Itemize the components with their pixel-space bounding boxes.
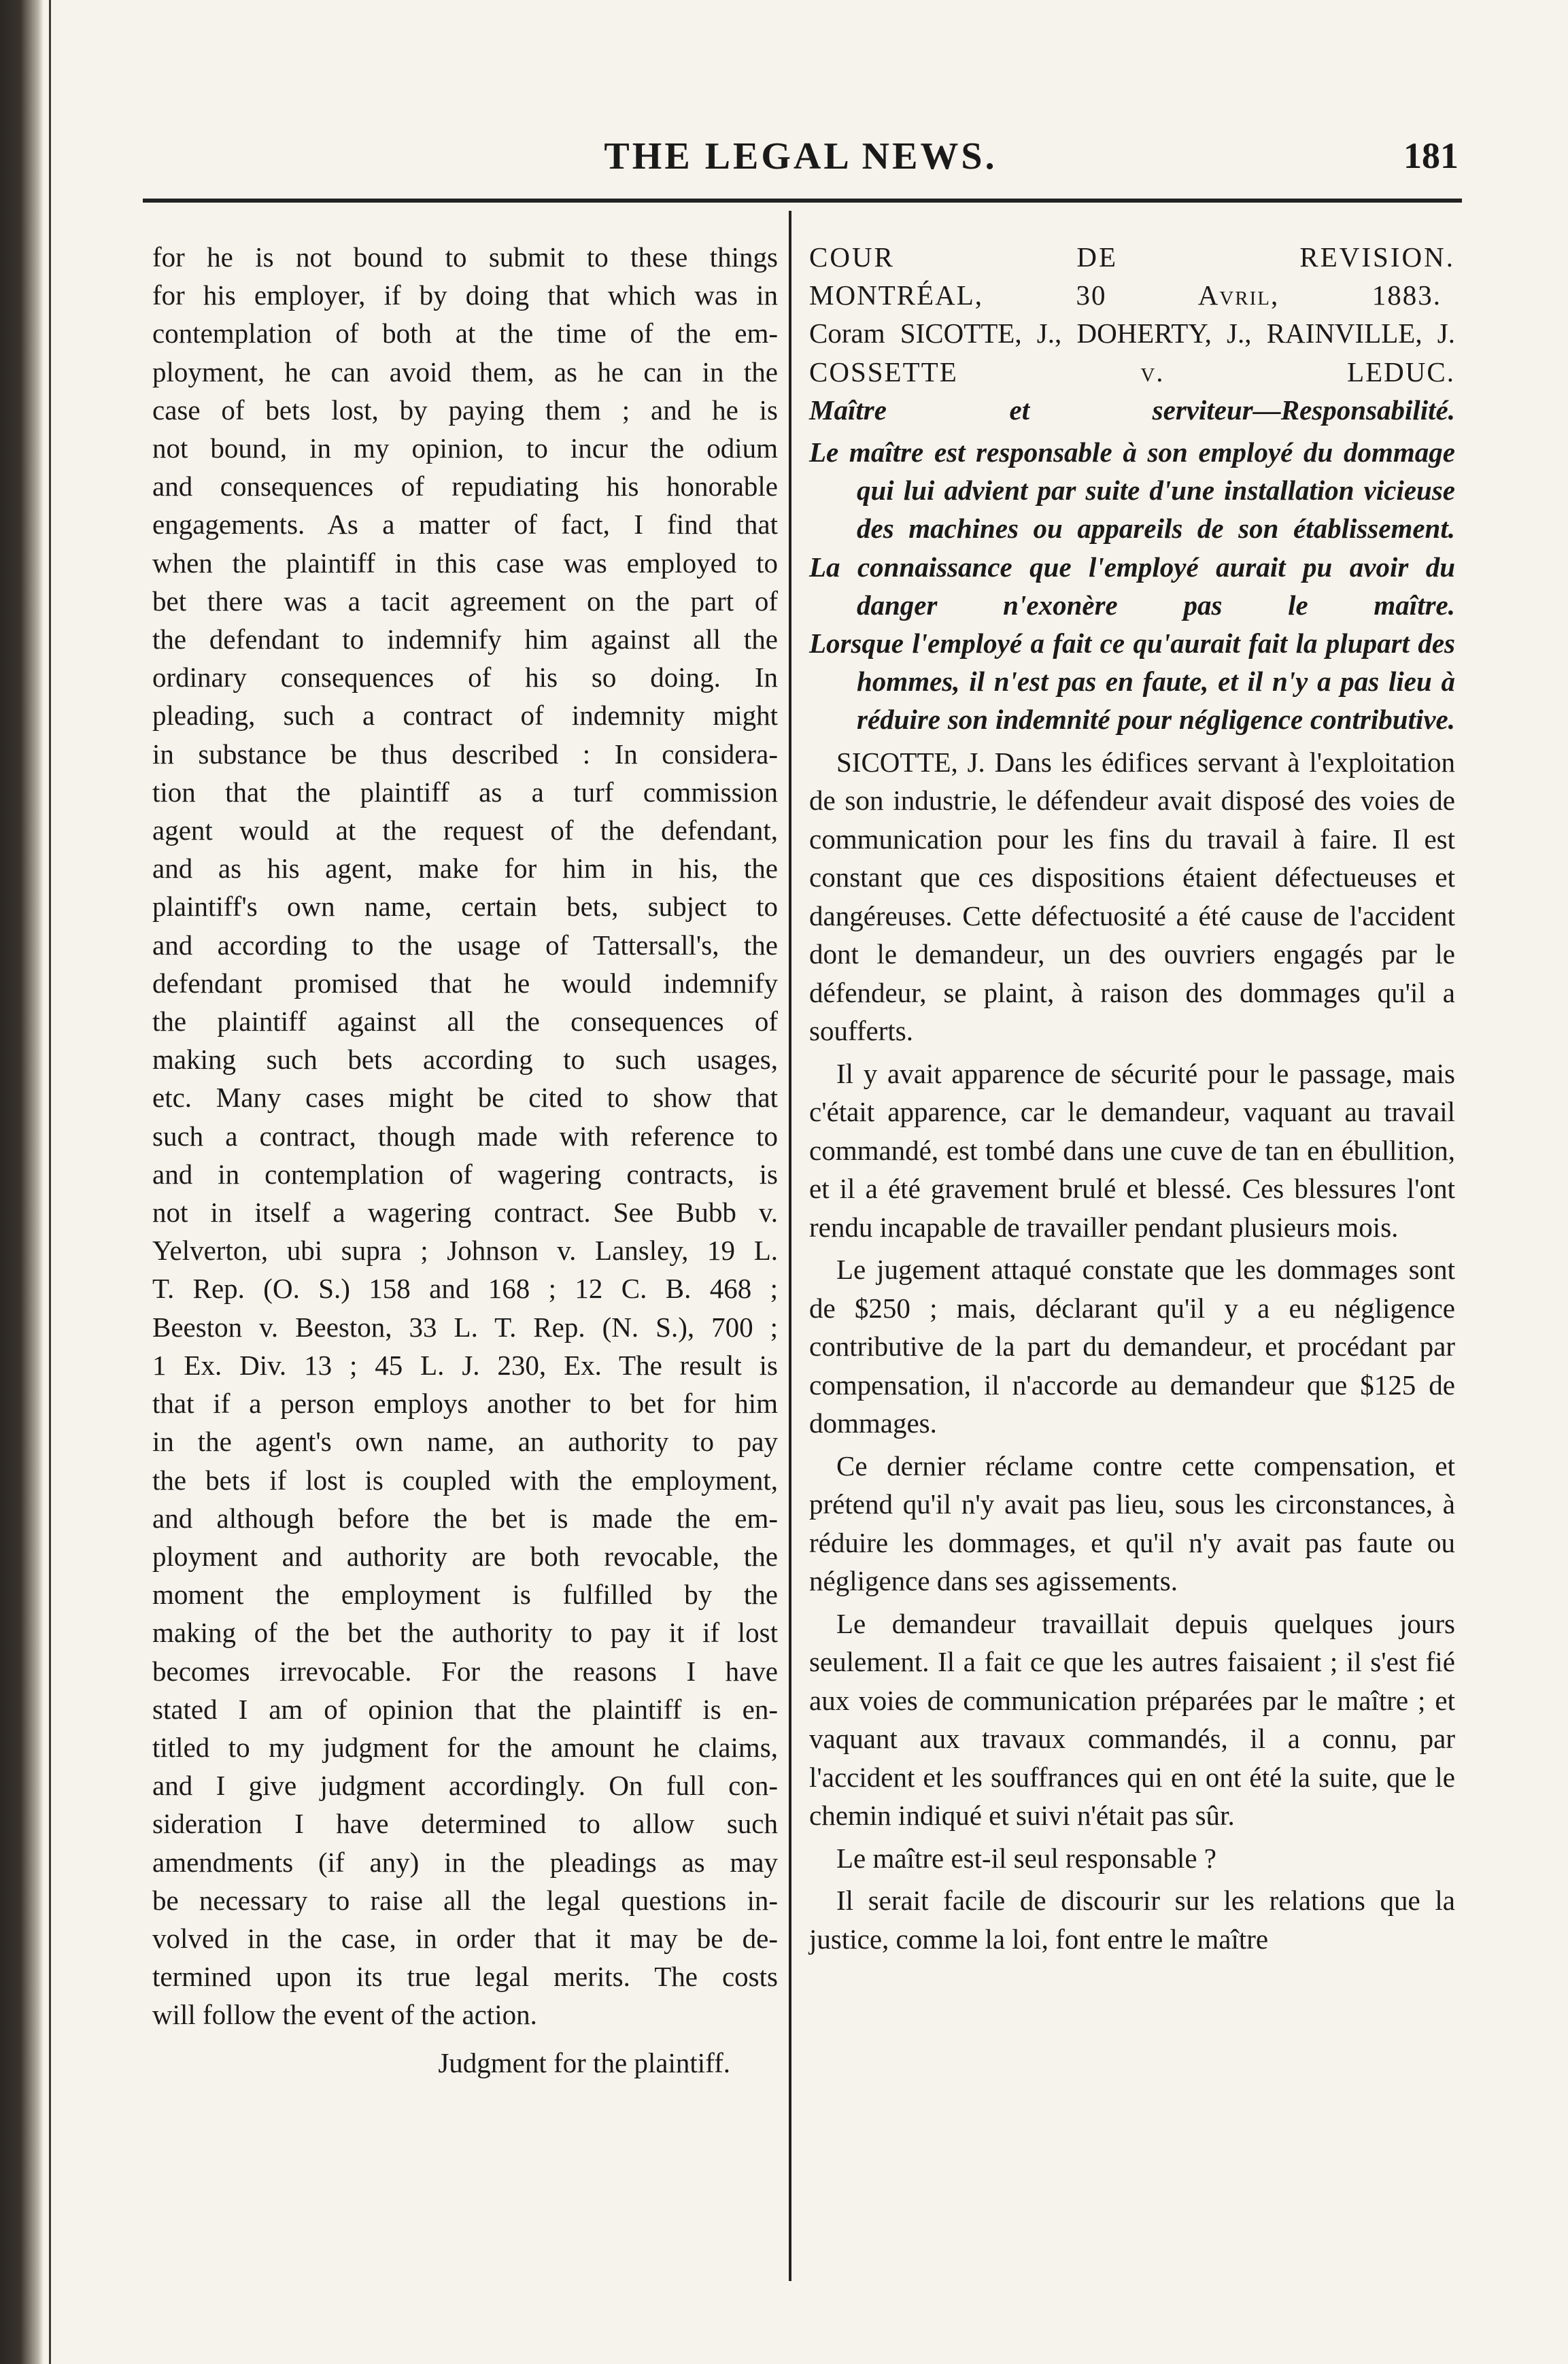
text-line: the defendant to indemnify him against all the <box>152 623 778 655</box>
paragraph: Le demandeur travaillait depuis quelques jours seulement. Il a fait ce que les autres faisaient ; il s'est fié aux voies de communication préparées par le maître ; et vaquant aux travaux commandés, il a connu, par l'accident et les souffrances qui en ont été la suite, que le chemin indiqué et suivi n'était pas sûr. <box>809 1607 1455 1832</box>
text-line: in the agent's own name, an authority to pay <box>152 1426 778 1458</box>
text-line: ployment and authority are both revocable, the <box>152 1540 778 1572</box>
text-line: amendments (if any) in the pleadings as may <box>152 1846 778 1878</box>
verdict: Judgment for the plaintiff. <box>438 2046 730 2078</box>
text-line: such a contract, though made with reference to <box>152 1120 778 1152</box>
text-line: be necessary to raise all the legal questions in- <box>152 1884 778 1916</box>
paragraph: Le maître est-il seul responsable ? <box>836 1842 1216 1874</box>
text-line: tion that the plaintiff as a turf commission <box>152 776 778 808</box>
text-line: case of bets lost, by paying them ; and he is <box>152 394 778 426</box>
page-number: 181 <box>1403 135 1459 176</box>
text-line: and I give judgment accordingly. On full con- <box>152 1770 778 1802</box>
headnotes <box>809 433 1455 739</box>
paragraph: Il serait facile de discourir sur les relations que la justice, comme la loi, font entre le maître <box>809 1885 1455 1955</box>
text-line: Yelverton, ubi supra ; Johnson v. Lansley, 19 L. <box>152 1235 778 1267</box>
text-line: stated I am of opinion that the plaintiff is en- <box>152 1693 778 1725</box>
header-rule <box>143 199 1462 203</box>
text-line: not bound, in my opinion, to incur the odium <box>152 432 778 464</box>
coram-line: Coram SICOTTE, J., DOHERTY, J., RAINVILLE, J. <box>809 318 1455 349</box>
text-line: volved in the case, in order that it may be de- <box>152 1922 778 1954</box>
court-date: MONTRÉAL, 30 Avril, 1883. <box>809 279 1442 311</box>
text-line: for he is not bound to submit to these things <box>152 241 778 273</box>
text-line: etc. Many cases might be cited to show that <box>152 1082 778 1114</box>
text-line: and according to the usage of Tattersall's, the <box>152 929 778 961</box>
text-line: defendant promised that he would indemnify <box>152 967 778 999</box>
text-line: Beeston v. Beeston, 33 L. T. Rep. (N. S.), 700 ; <box>152 1311 778 1343</box>
paragraph: Il y avait apparence de sécurité pour le passage, mais c'était apparence, car le demandeur, vaquant au travail commandé, est tombé dans une cuve de tan en ébullition, et il a été gravement brulé et blessé. Ces blessures l'ont rendu incapable de travailler pendant plusieurs mois. <box>809 1057 1455 1243</box>
text-line: pleading, such a contract of indemnity might <box>152 700 778 732</box>
text-line: the bets if lost is coupled with the employment, <box>152 1464 778 1496</box>
paragraph: Ce dernier réclame contre cette compensation, et prétend qu'il n'y avait pas lieu, sous les circonstances, à réduire les dommages, et qu'il n'y avait pas faute ou négligence dans ses agissements. <box>809 1450 1455 1597</box>
text-line: making such bets according to such usages, <box>152 1044 778 1076</box>
text-line: engagements. As a matter of fact, I find that <box>152 509 778 541</box>
column-divider <box>789 211 791 2281</box>
text-line: T. Rep. (O. S.) 158 and 168 ; 12 C. B. 468 ; <box>152 1273 778 1305</box>
case-parties: COSSETTE v. LEDUC. <box>809 356 1455 388</box>
text-line: sideration I have determined to allow such <box>152 1808 778 1840</box>
text-line: the plaintiff against all the consequences of <box>152 1006 778 1038</box>
text-line: in substance be thus described : In considera- <box>152 738 778 770</box>
right-column <box>809 238 1455 1958</box>
left-column <box>152 238 778 2082</box>
text-line: will follow the event of the action. <box>152 1999 537 2031</box>
text-line: bet there was a tacit agreement on the part of <box>152 585 778 617</box>
text-line: contemplation of both at the time of the em- <box>152 318 778 349</box>
running-title: THE LEGAL NEWS. <box>604 135 998 177</box>
text-line: and as his agent, make for him in his, the <box>152 853 778 885</box>
text-line: ployment, he can avoid them, as he can in the <box>152 356 778 388</box>
text-line: titled to my judgment for the amount he claims, <box>152 1731 778 1763</box>
court-title: COUR DE REVISION. <box>809 241 1455 273</box>
text-line: ordinary consequences of his so doing. In <box>152 662 778 693</box>
case-subject: Maître et serviteur—Responsabilité. <box>809 394 1455 426</box>
text-line: moment the employment is fulfilled by the <box>152 1579 778 1611</box>
paragraph: Le jugement attaqué constate que les dommages sont de $250 ; mais, déclarant qu'il y a eu négligence contributive de la part du demandeur, et procédant par compensation, il n'accorde au demandeur que $125 de dommages. <box>809 1254 1455 1439</box>
text-line: and consequences of repudiating his honorable <box>152 470 778 502</box>
headnote: La connaissance que l'employé aurait pu avoir du danger n'exonère pas le maître. <box>809 551 1455 621</box>
text-line: becomes irrevocable. For the reasons I have <box>152 1655 778 1687</box>
text-line: and in contemplation of wagering contracts, is <box>152 1158 778 1190</box>
headnote: Le maître est responsable à son employé du dommage qui lui advient par suite d'une installation vicieuse des machines ou appareils de son établissement. <box>809 436 1455 545</box>
text-line: plaintiff's own name, certain bets, subject to <box>152 891 778 923</box>
headnote: Lorsque l'employé a fait ce qu'aurait fait la plupart des hommes, il n'est pas en faute, et il n'y a pas lieu à réduire son indemnité pour négligence contributive. <box>809 628 1455 736</box>
page-header <box>143 122 1459 197</box>
text-line: making of the bet the authority to pay it if lost <box>152 1617 778 1649</box>
binding-line <box>49 0 51 2364</box>
text-line: not in itself a wagering contract. See Bubb v. <box>152 1197 778 1229</box>
paragraph: SICOTTE, J. Dans les édifices servant à l'exploitation de son industrie, le défendeur avait disposé des voies de communication pour les fins du travail à faire. Il est constant que ces dispositions étaient défectueuses et dangéreuses. Cette défectuosité a été cause de l'accident dont le demandeur, un des ouvriers engagés par le défendeur, se plaint, à raison des dommages qu'il a soufferts. <box>809 746 1455 1047</box>
text-line: and although before the bet is made the em- <box>152 1502 778 1534</box>
text-line: when the plaintiff in this case was employed to <box>152 547 778 579</box>
text-line: agent would at the request of the defendant, <box>152 815 778 846</box>
text-line: for his employer, if by doing that which was in <box>152 279 778 311</box>
text-line: 1 Ex. Div. 13 ; 45 L. J. 230, Ex. The result is <box>152 1349 778 1381</box>
text-line: termined upon its true legal merits. The costs <box>152 1961 778 1993</box>
page-binding-edge <box>0 0 44 2364</box>
text-line: that if a person employs another to bet for him <box>152 1388 778 1420</box>
